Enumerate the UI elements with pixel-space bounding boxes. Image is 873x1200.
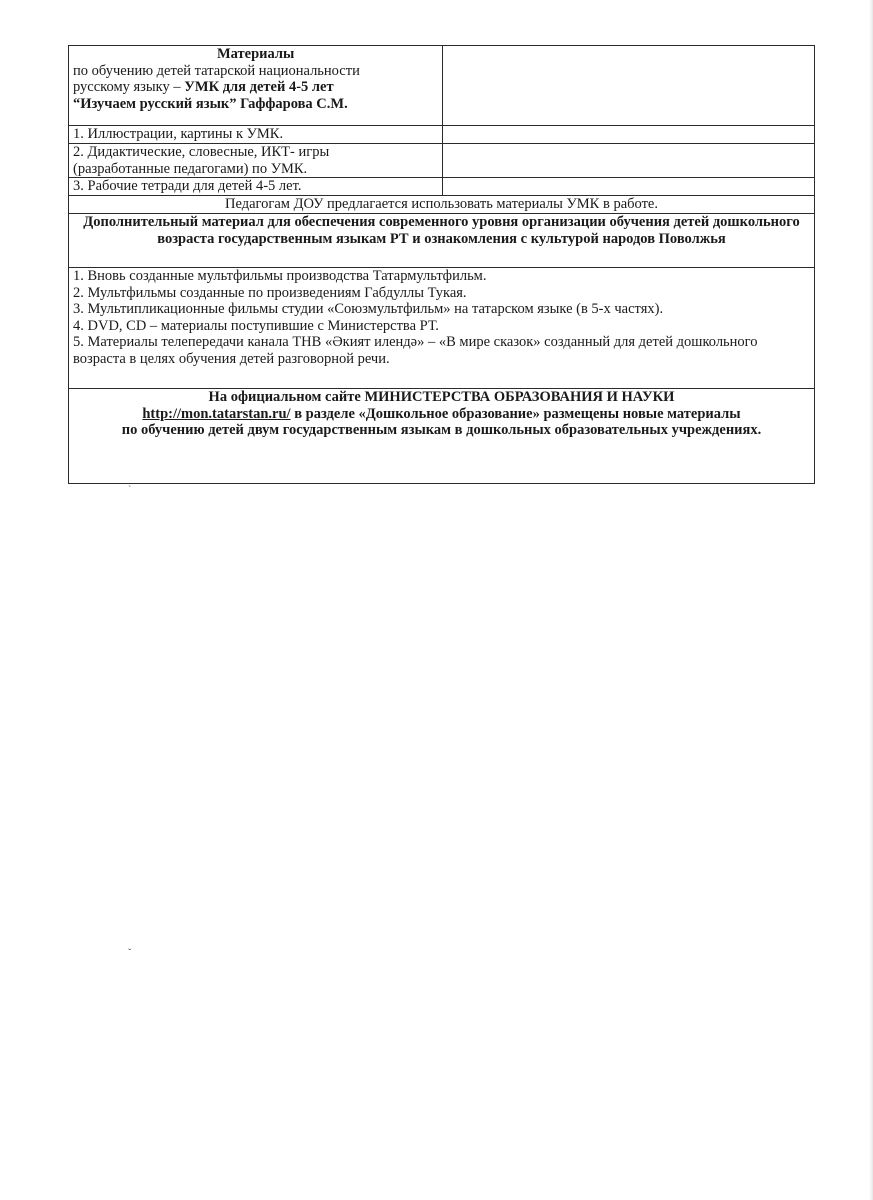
list-item: 2. Мультфильмы созданные по произведениям Габдуллы Тукая. [73,284,467,301]
scan-page-edge [869,0,873,1200]
list-item [69,144,443,178]
table-row-header [69,46,815,126]
ministry-website-link[interactable]: http://mon.tatarstan.ru/ [142,405,291,422]
empty-cell [443,46,815,126]
additional-list [69,268,815,389]
list-item-line: (разработанные педагогами) по УМК. [73,160,308,177]
list-item: 4. DVD, CD – материалы поступившие с Министерства РТ. [73,317,439,334]
materials-table [68,45,815,484]
empty-cell [443,144,815,178]
table-row [69,196,815,214]
ministry-line-2-rest: в разделе «Дошкольное образование» размещены новые материалы [290,405,741,422]
additional-heading: Дополнительный материал для обеспечения современного уровня организации обучения детей дошкольного возраста государственным языкам РТ и ознакомления с культурой народов Поволжья [69,214,815,268]
list-item: 1. Вновь созданные мультфильмы производства Татармультфильм. [73,268,487,284]
ministry-line-3: по обучению детей двум государственным языкам в дошкольных образовательных учреждениях. [121,422,762,438]
ministry-line-1: На официальном сайте МИНИСТЕРСТВА ОБРАЗОВАНИЯ И НАУКИ [208,389,675,405]
header-line-3: “Изучаем русский язык” Гаффарова С.М. [73,95,348,112]
table-row [69,178,815,196]
header-line-1: по обучению детей татарской национальности [73,62,360,79]
header-line-2 [73,79,438,96]
empty-cell [443,178,815,196]
ministry-line-2 [73,406,810,423]
scan-mark: ˋ [128,485,132,496]
table-row [69,144,815,178]
header-line-2-bold: УМК для детей 4-5 лет [184,79,334,95]
table-row [69,126,815,144]
header-line-2-plain: русскому языку – [73,79,185,95]
list-item: 3. Рабочие тетради для детей 4-5 лет. [69,178,443,196]
umk-header-cell [69,46,443,126]
table-row [69,389,815,484]
ministry-cell [69,389,815,484]
header-title: Материалы [216,46,295,62]
empty-cell [443,126,815,144]
list-item: 5. Материалы телепередачи канала ТНВ «Әкият илендә» – «В мире сказок» созданный для детей дошкольного возраста в целях обучения детей разговорной речи. [73,334,758,367]
table-row [69,268,815,389]
table-row [69,214,815,268]
list-item: 1. Иллюстрации, картины к УМК. [69,126,443,144]
scan-mark: ˇ [128,948,132,959]
list-item: 3. Мультипликационные фильмы студии «Союзмультфильм» на татарском языке (в 5-х частях). [73,301,664,317]
list-item-line: 2. Дидактические, словесные, ИКТ- игры [73,144,330,160]
recommendation-cell: Педагогам ДОУ предлагается использовать материалы УМК в работе. [69,196,815,214]
